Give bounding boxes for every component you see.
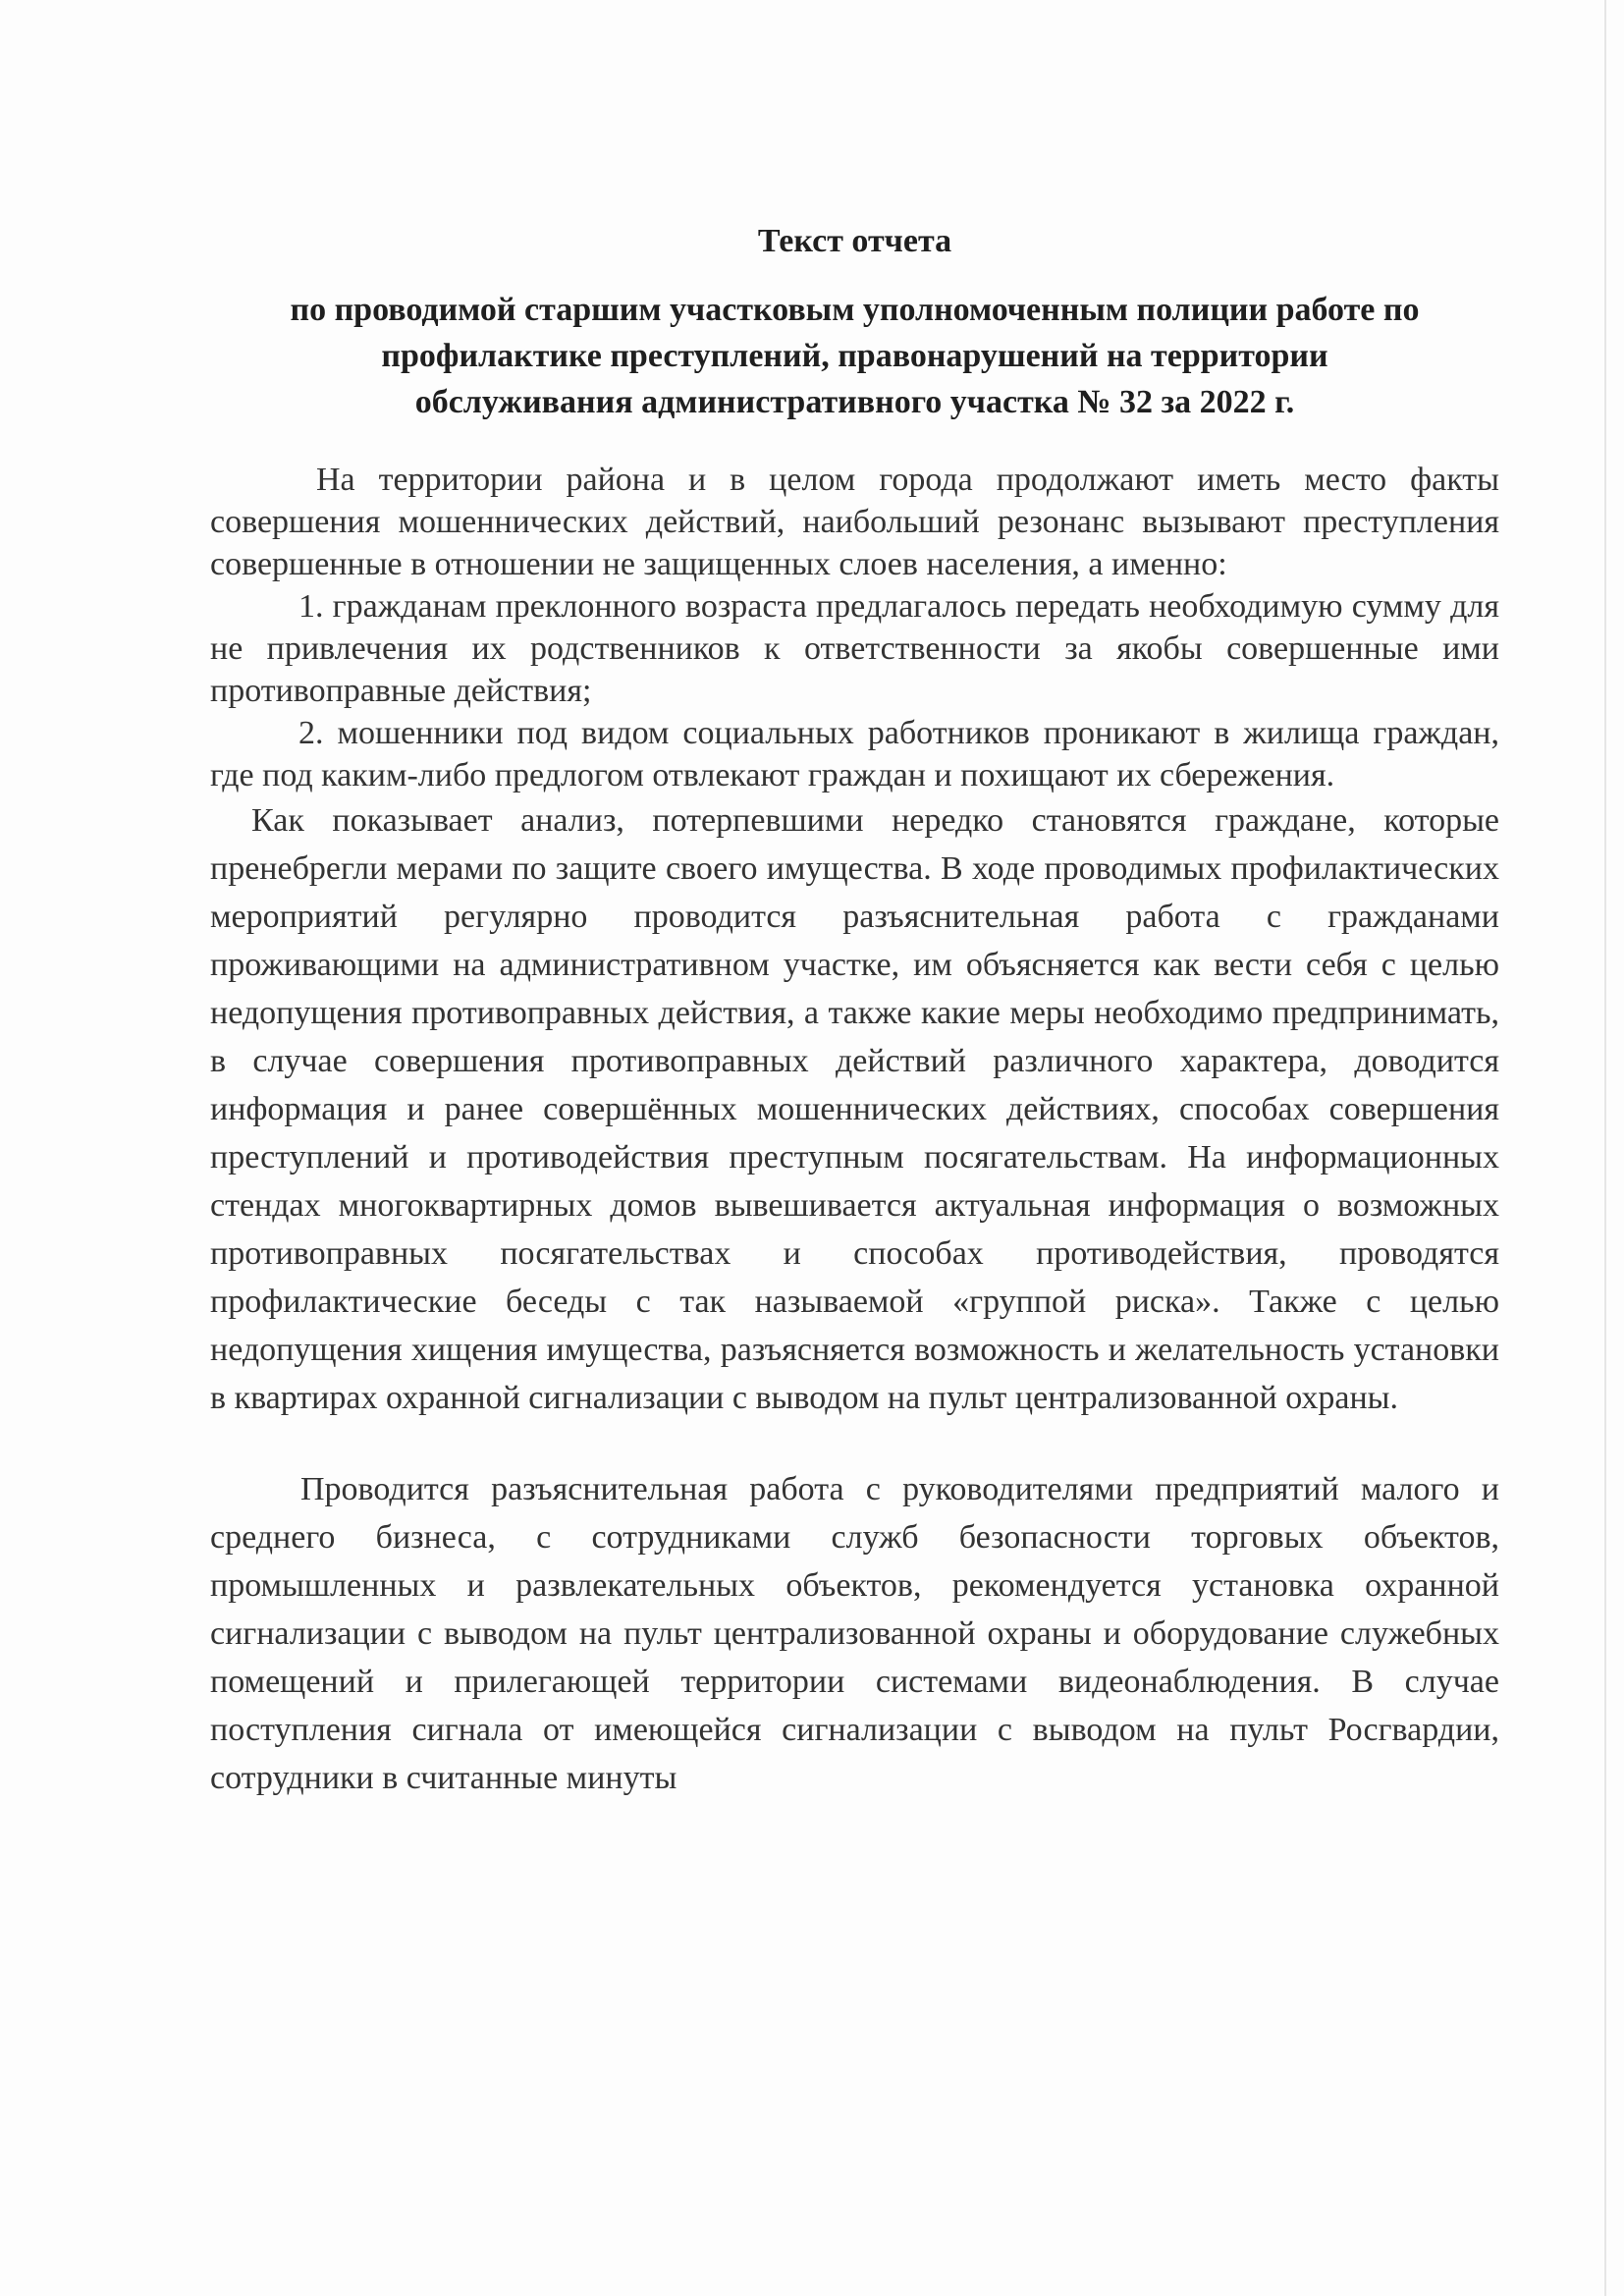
document-subtitle — [210, 287, 1499, 425]
paragraph-business: Проводится разъяснительная работа с руководителями предприятий малого и среднего бизнеса, с сотрудниками служб безопасности торговых объектов, промышленных и развлекательных объектов, рекомендуется установка охранной сигнализации с выводом на пульт централизованной охраны и оборудование служебных помещений и прилегающей территории системами видеонаблюдения. В случае поступления сигнала от имеющейся сигнализации с выводом на пульт Росгвардии, сотрудники в считанные минуты — [210, 1471, 1499, 1796]
document-title: Текст отчета — [757, 223, 952, 259]
subtitle-line: профилактике преступлений, правонарушений на территории — [381, 338, 1328, 374]
scan-edge — [1604, 0, 1606, 2296]
paragraph-intro: На территории района и в целом города продолжают иметь место факты совершения мошеннических действий, наибольший резонанс вызывают преступления совершенные в отношении не защищенных слоев населения, а именно: — [210, 462, 1499, 582]
list-item: 1. гражданам преклонного возраста предлагалось передать необходимую сумму для не привлечения их родственников к ответственности за якобы совершенные ими противоправные действия; — [210, 588, 1499, 709]
list-item: 2. мошенники под видом социальных работников проникают в жилища граждан, где под каким-либо предлогом отвлекают граждан и похищают их сбережения. — [210, 715, 1499, 793]
subtitle-line: по проводимой старшим участковым уполномоченным полиции работе по — [290, 292, 1420, 328]
paragraph-analysis: Как показывает анализ, потерпевшими нередко становятся граждане, которые пренебрегли мерами по защите своего имущества. В ходе проводимых профилактических мероприятий регулярно проводится разъяснительная работа с гражданами проживающими на административном участке, им объясняется как вести себя с целью недопущения противоправных действия, а также какие меры необходимо предпринимать, в случае совершения противоправных действий различного характера, доводится информация и ранее совершённых мошеннических действиях, способах совершения преступлений и противодействия преступным посягательствам. На информационных стендах многоквартирных домов вывешивается актуальная информация о возможных противоправных посягательствах и способах противодействия, проводятся профилактические беседы с так называемой «группой риска». Также с целью недопущения хищения имущества, разъясняется возможность и желательность установки в квартирах охранной сигнализации с выводом на пульт централизованной охраны. — [210, 802, 1499, 1416]
subtitle-line: обслуживания административного участка № 32 за 2022 г. — [414, 384, 1295, 420]
document-body — [210, 218, 1499, 1802]
